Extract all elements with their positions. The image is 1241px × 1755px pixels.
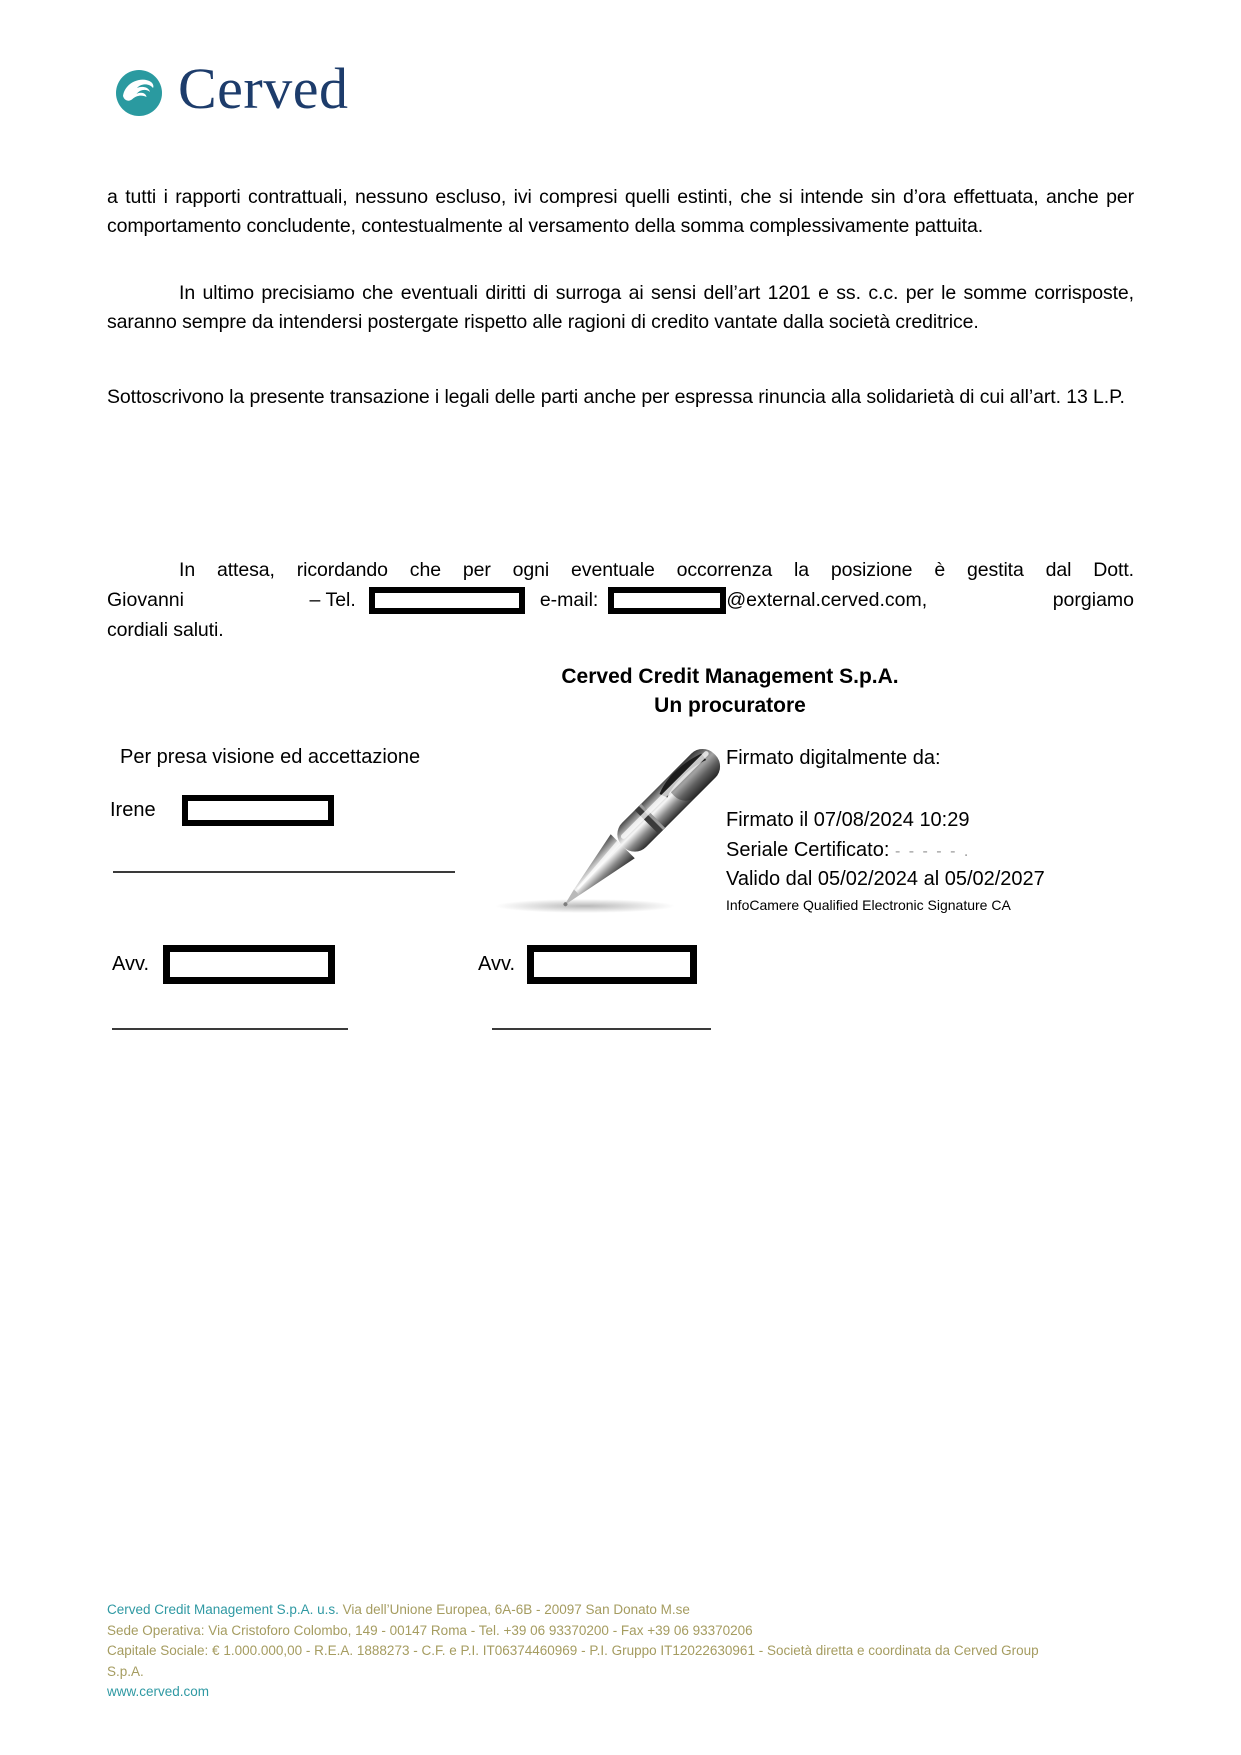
paragraph-1: a tutti i rapporti contrattuali, nessuno escluso, ivi compresi quelli estinti, che si intende sin d’ora effettuata, anche per comportamento concludente, contestualmente al versamento della somma complessivamente pattuita. (107, 186, 1134, 237)
signature-role: Un procuratore (654, 694, 806, 717)
paragraph-3: Sottoscrivono la presente transazione i legali delle parti anche per espressa rinuncia alla solidarietà di cui all’art. 13 L.P. (107, 386, 1125, 408)
certificate-validity: Valido dal 05/02/2024 al 05/02/2027 (726, 868, 1045, 890)
closing-word: porgiamo (1052, 589, 1134, 611)
cerved-wave-icon (116, 70, 162, 116)
redaction-box-email (608, 587, 726, 614)
lawyer-row-1 (112, 945, 335, 984)
signature-line-3 (492, 1028, 711, 1030)
paragraph-2: In ultimo precisiamo che eventuali diritti di surroga ai sensi dell’art 1201 e ss. c.c. per le somme corrisposte, saranno sempre da intendersi postergate rispetto alle ragioni di credito vantate dalla società creditrice. (107, 282, 1134, 333)
footer-line-1 (107, 1600, 1072, 1621)
acceptance-heading: Per presa visione ed accettazione (120, 746, 421, 768)
acceptance-name-row (110, 795, 334, 826)
closing-line-3: cordiali saluti. (107, 619, 224, 641)
contact-first-name: Giovanni (107, 589, 184, 611)
footer-website: www.cerved.com (107, 1684, 210, 1699)
signature-company: Cerved Credit Management S.p.A. (561, 665, 899, 688)
closing-line-1: In attesa, ricordando che per ogni eventuale occorrenza la posizione è gestita dal Dott. (179, 559, 1134, 581)
signature-heading (430, 662, 1030, 720)
footer-address: Via dell’Unione Europea, 6A-6B - 20097 San Donato M.se (342, 1602, 690, 1617)
redaction-box-lawyer-1 (163, 945, 335, 984)
signature-line-1 (113, 871, 455, 873)
email-label: e-mail: (539, 589, 599, 611)
serial-value-redacted: - - - - - . (894, 843, 971, 860)
acceptance-first-name: Irene (110, 799, 156, 821)
footer-company: Cerved Credit Management S.p.A. u.s. (107, 1602, 339, 1617)
logo-wordmark: Cerved (178, 56, 349, 121)
redaction-box-phone (369, 587, 525, 614)
avv-label-1: Avv. (112, 953, 150, 975)
signature-line-2 (112, 1028, 348, 1030)
email-domain: @external.cerved.com, (726, 589, 928, 611)
pen-icon (470, 738, 730, 918)
redaction-box-surname (182, 795, 334, 826)
redaction-box-lawyer-2 (527, 945, 697, 984)
footer-company-info: Capitale Sociale: € 1.000.000,00 - R.E.A. 1888273 - C.F. e P.I. IT06374460969 - P.I. Gruppo IT12022630961 - Società diretta e coordinata da Cerved Group S.p.A. (107, 1643, 1039, 1679)
tel-label: – Tel. (309, 589, 356, 611)
certificate-serial-row (726, 839, 970, 862)
avv-label-2: Avv. (478, 953, 516, 975)
certificate-authority: InfoCamere Qualified Electronic Signature CA (726, 897, 1011, 913)
digitally-signed-label: Firmato digitalmente da: (726, 747, 941, 769)
lawyer-row-2 (478, 945, 697, 984)
serial-label: Seriale Certificato: (726, 839, 890, 861)
letter-footer (107, 1600, 1072, 1703)
signed-timestamp: Firmato il 07/08/2024 10:29 (726, 809, 970, 831)
footer-operational: Sede Operativa: Via Cristoforo Colombo, 149 - 00147 Roma - Tel. +39 06 93370200 - Fax +39 06 93370206 (107, 1622, 753, 1638)
closing-line-2 (107, 585, 1134, 616)
cerved-logo (116, 56, 349, 121)
